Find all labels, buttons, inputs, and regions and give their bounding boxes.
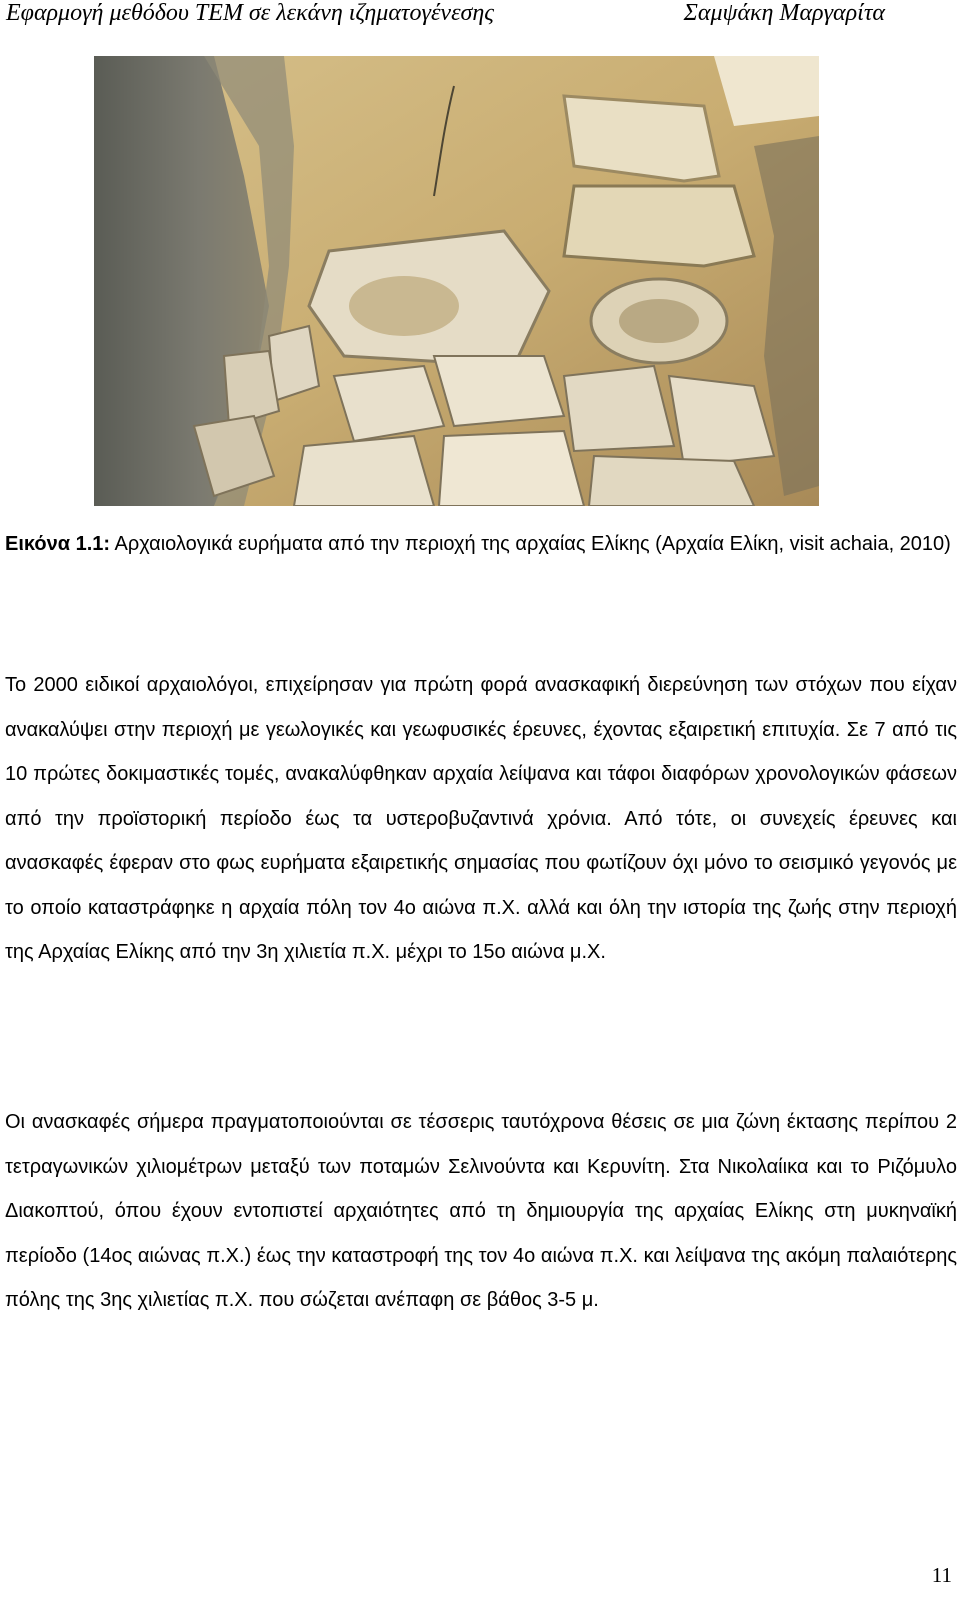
header-author: Σαμψάκη Μαργαρίτα: [683, 0, 885, 26]
excavation-photo: [94, 56, 819, 506]
paragraph-2: Οι ανασκαφές σήμερα πραγματοποιούνται σε τέσσερις ταυτόχρονα θέσεις σε μια ζώνη έκτασης περίπου 2 τετραγωνικών χιλιομέτρων μεταξύ των ποταμών Σελινούντα και Κερυνίτη. Στα Νικολαίικα και το Ριζόμυλο Διακοπτού, όπου έχουν εντοπιστεί αρχαιότητες από τη δημιουργία της αρχαίας Ελίκης στη μυκηναϊκή περίοδο (14ος αιώνας π.Χ.) έως την καταστροφή της τον 4ο αιώνα π.Χ. και λείψανα της ακόμη παλαιότερης πόλης της 3ης χιλιετίας π.Χ. που σώζεται ανέπαφη σε βάθος 3-5 μ.: [5, 1111, 957, 1311]
excavation-photo-icon: [94, 56, 819, 506]
header-title: Εφαρμογή μεθόδου ΤΕΜ σε λεκάνη ιζηματογένεσης: [6, 0, 495, 26]
running-header: [0, 0, 960, 34]
page-number: 11: [931, 1563, 952, 1587]
caption-label: Εικόνα 1.1:: [5, 533, 111, 555]
caption-text: Αρχαιολογικά ευρήματα από την περιοχή της αρχαίας Ελίκης (Αρχαία Ελίκη, visit achaia, 2010): [110, 533, 951, 555]
figure-caption: [5, 529, 955, 559]
paragraph-1: Το 2000 ειδικοί αρχαιολόγοι, επιχείρησαν για πρώτη φορά ανασκαφική διερεύνηση των στόχων που είχαν ανακαλύψει στην περιοχή με γεωλογικές και γεωφυσικές έρευνες, έχοντας εξαιρετική επιτυχία. Σε 7 από τις 10 πρώτες δοκιμαστικές τομές, ανακαλύφθηκαν αρχαία λείψανα και τάφοι διαφόρων χρονολογικών φάσεων από την προϊστορική περίοδο έως τα υστεροβυζαντινά χρόνια. Από τότε, οι συνεχείς έρευνες και ανασκαφές έφεραν στο φως ευρήματα εξαιρετικής σημασίας που φωτίζουν όχι μόνο το σεισμικό γεγονός με το οποίο καταστράφηκε η αρχαία πόλη τον 4ο αιώνα π.Χ. αλλά και όλη την ιστορία της ζωής στην περιοχή της Αρχαίας Ελίκης από την 3η χιλιετία π.Χ. μέχρι το 15ο αιώνα μ.Χ.: [5, 674, 957, 963]
